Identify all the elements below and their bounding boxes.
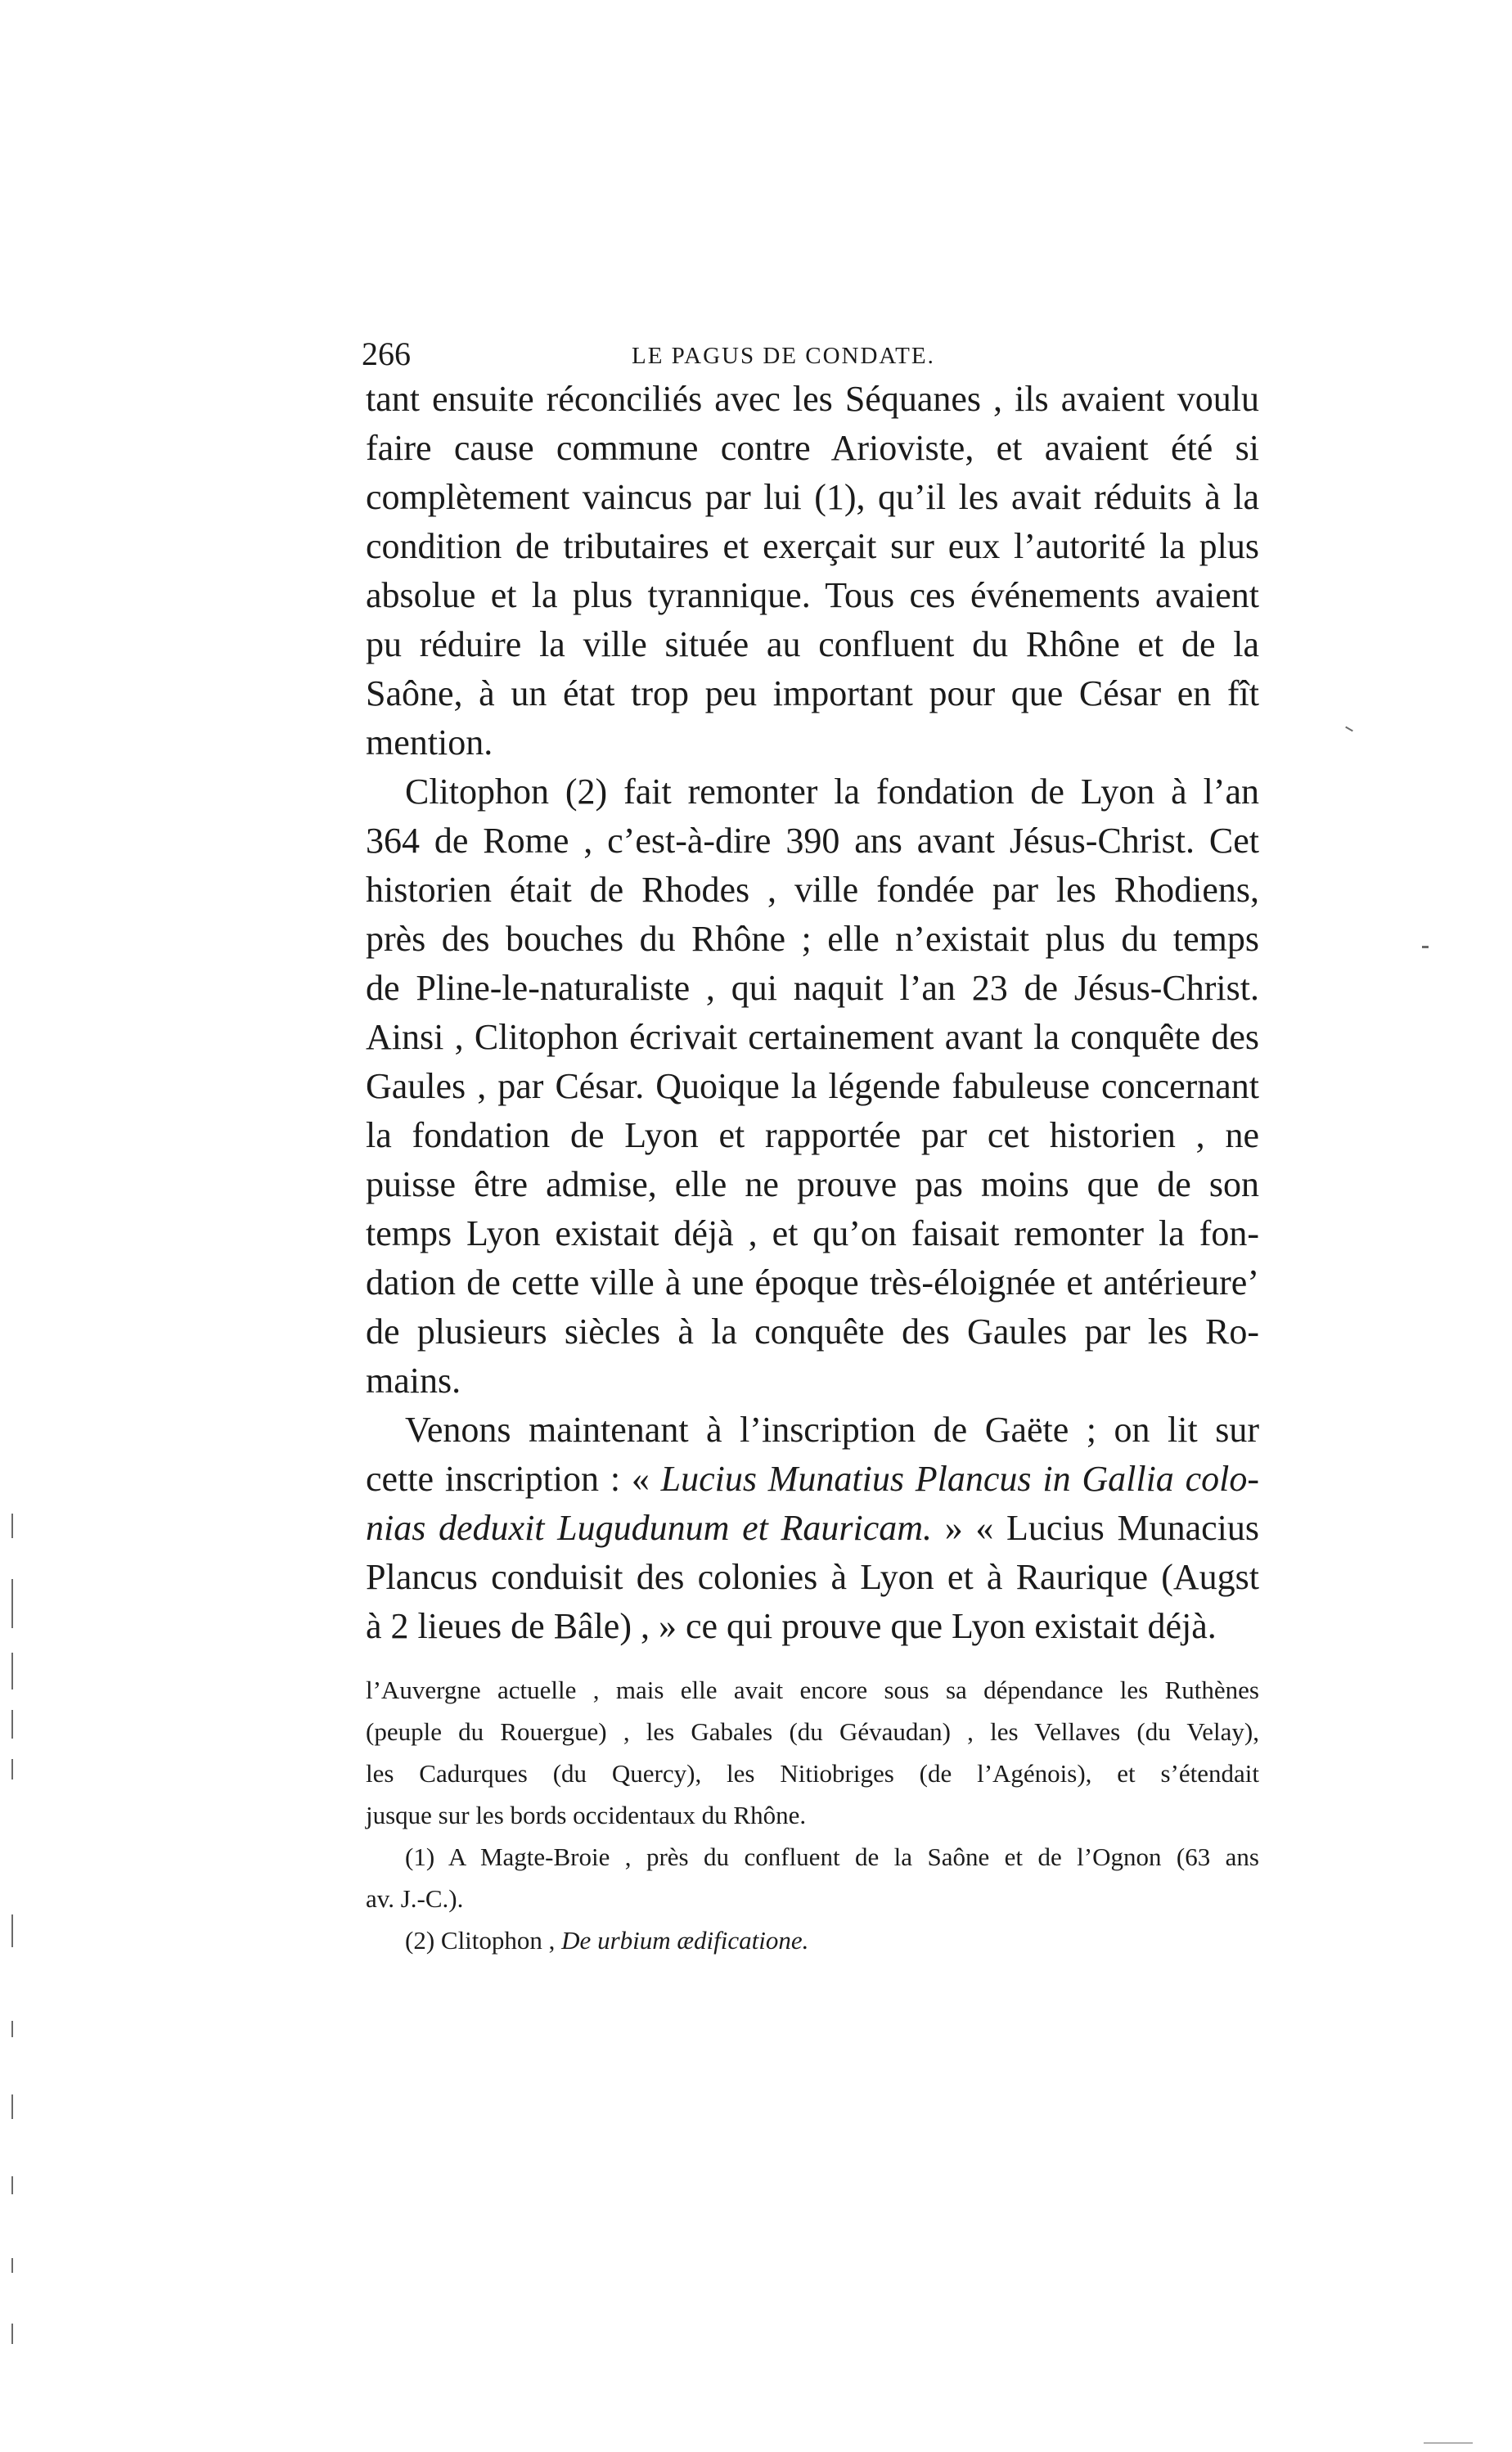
text-line: tant ensuite réconciliés avec les Séquanes , ils avaient voulu (366, 379, 1259, 419)
text-line: à 2 lieues de Bâle) , » ce qui prouve que Lyon existait déjà. (366, 1606, 1217, 1646)
page-number: 266 (362, 335, 411, 372)
footnote-line: les Cadurques (du Quercy), les Nitiobriges (de l’Agénois), et s’étendait (366, 1759, 1259, 1788)
latin-quote: nias deduxit Lugudunum et Rauricam. (366, 1508, 933, 1548)
running-title: LE PAGUS DE CONDATE. (632, 343, 935, 369)
text-line: Saône, à un état trop peu important pour que César en fît (366, 673, 1259, 713)
scan-artifact (11, 1710, 13, 1739)
footnote-line: l’Auvergne actuelle , mais elle avait encore sous sa dépendance les Ruthènes (366, 1676, 1259, 1704)
text-line: complètement vaincus par lui (1), qu’il les avait réduits à la (366, 477, 1259, 517)
text-line: Gaules , par César. Quoique la légende fabuleuse concernant (366, 1066, 1259, 1106)
text-line: temps Lyon existait déjà , et qu’on faisait remonter la fon- (366, 1213, 1259, 1253)
latin-quote: Lucius Munatius Plancus in Gallia colo- (660, 1459, 1260, 1499)
text-line: absolue et la plus tyrannique. Tous ces événements avaient (366, 575, 1259, 615)
text-line: de plusieurs siècles à la conquête des Gaules par les Ro- (366, 1311, 1259, 1352)
footnote-line: (1) A Magte-Broie , près du confluent de la Saône et de l’Ognon (63 ans (405, 1842, 1259, 1871)
footnote-line: jusque sur les bords occidentaux du Rhône. (366, 1801, 807, 1829)
text-line: près des bouches du Rhône ; elle n’existait plus du temps (366, 919, 1259, 959)
text-segment: (2) Clitophon , (405, 1926, 562, 1955)
scan-artifact (11, 1514, 13, 1538)
text-line (366, 1455, 1259, 1504)
text-line: pu réduire la ville située au confluent du Rhône et de la (366, 624, 1259, 664)
scan-artifact (11, 1759, 13, 1779)
main-text (366, 375, 1259, 1651)
text-line: Clitophon (2) fait remonter la fondation de Lyon à l’an (405, 772, 1259, 812)
scan-artifact (1345, 727, 1353, 732)
text-line: historien était de Rhodes , ville fondée par les Rhodiens, (366, 870, 1259, 910)
text-line: mains. (366, 1361, 461, 1401)
text-line: 364 de Rome , c’est-à-dire 390 ans avant Jésus-Christ. Cet (366, 821, 1259, 861)
scan-artifact (11, 2094, 13, 2119)
footnote-line: (peuple du Rouergue) , les Gabales (du Gévaudan) , les Vellaves (du Velay), (366, 1717, 1259, 1746)
footnote-line (366, 1919, 1259, 1961)
footnotes (366, 1669, 1259, 1961)
text-line (366, 1504, 1259, 1553)
book-title: De urbium ædificatione. (561, 1926, 809, 1955)
text-line: Venons maintenant à l’inscription de Gaëte ; on lit sur (405, 1410, 1259, 1450)
text-segment: » « Lucius Munacius (932, 1508, 1259, 1548)
scan-artifact (11, 2021, 13, 2037)
scan-artifact (11, 2258, 13, 2273)
scan-artifact (11, 1653, 13, 1689)
text-line: de Pline-le-naturaliste , qui naquit l’an 23 de Jésus-Christ. (366, 968, 1259, 1008)
scan-artifact (1424, 2442, 1473, 2444)
scan-artifact (11, 2324, 13, 2344)
text-line: Ainsi , Clitophon écrivait certainement avant la conquête des (366, 1017, 1259, 1057)
text-line: dation de cette ville à une époque très-éloignée et antérieure’ (366, 1262, 1259, 1302)
footnote-line: av. J.-C.). (366, 1884, 464, 1913)
text-line: Plancus conduisit des colonies à Lyon et à Raurique (Augst (366, 1557, 1259, 1597)
scan-artifact (1422, 946, 1429, 948)
scan-artifact (11, 1579, 13, 1628)
text-line: la fondation de Lyon et rapportée par cet historien , ne (366, 1115, 1259, 1155)
scan-artifact (11, 1914, 13, 1947)
scan-artifact (11, 2176, 13, 2194)
text-line: faire cause commune contre Arioviste, et avaient été si (366, 428, 1259, 468)
text-line: puisse être admise, elle ne prouve pas moins que de son (366, 1164, 1259, 1204)
text-line: mention. (366, 722, 493, 763)
text-line: condition de tributaires et exerçait sur eux l’autorité la plus (366, 526, 1259, 566)
text-segment: cette inscription : « (366, 1459, 661, 1499)
